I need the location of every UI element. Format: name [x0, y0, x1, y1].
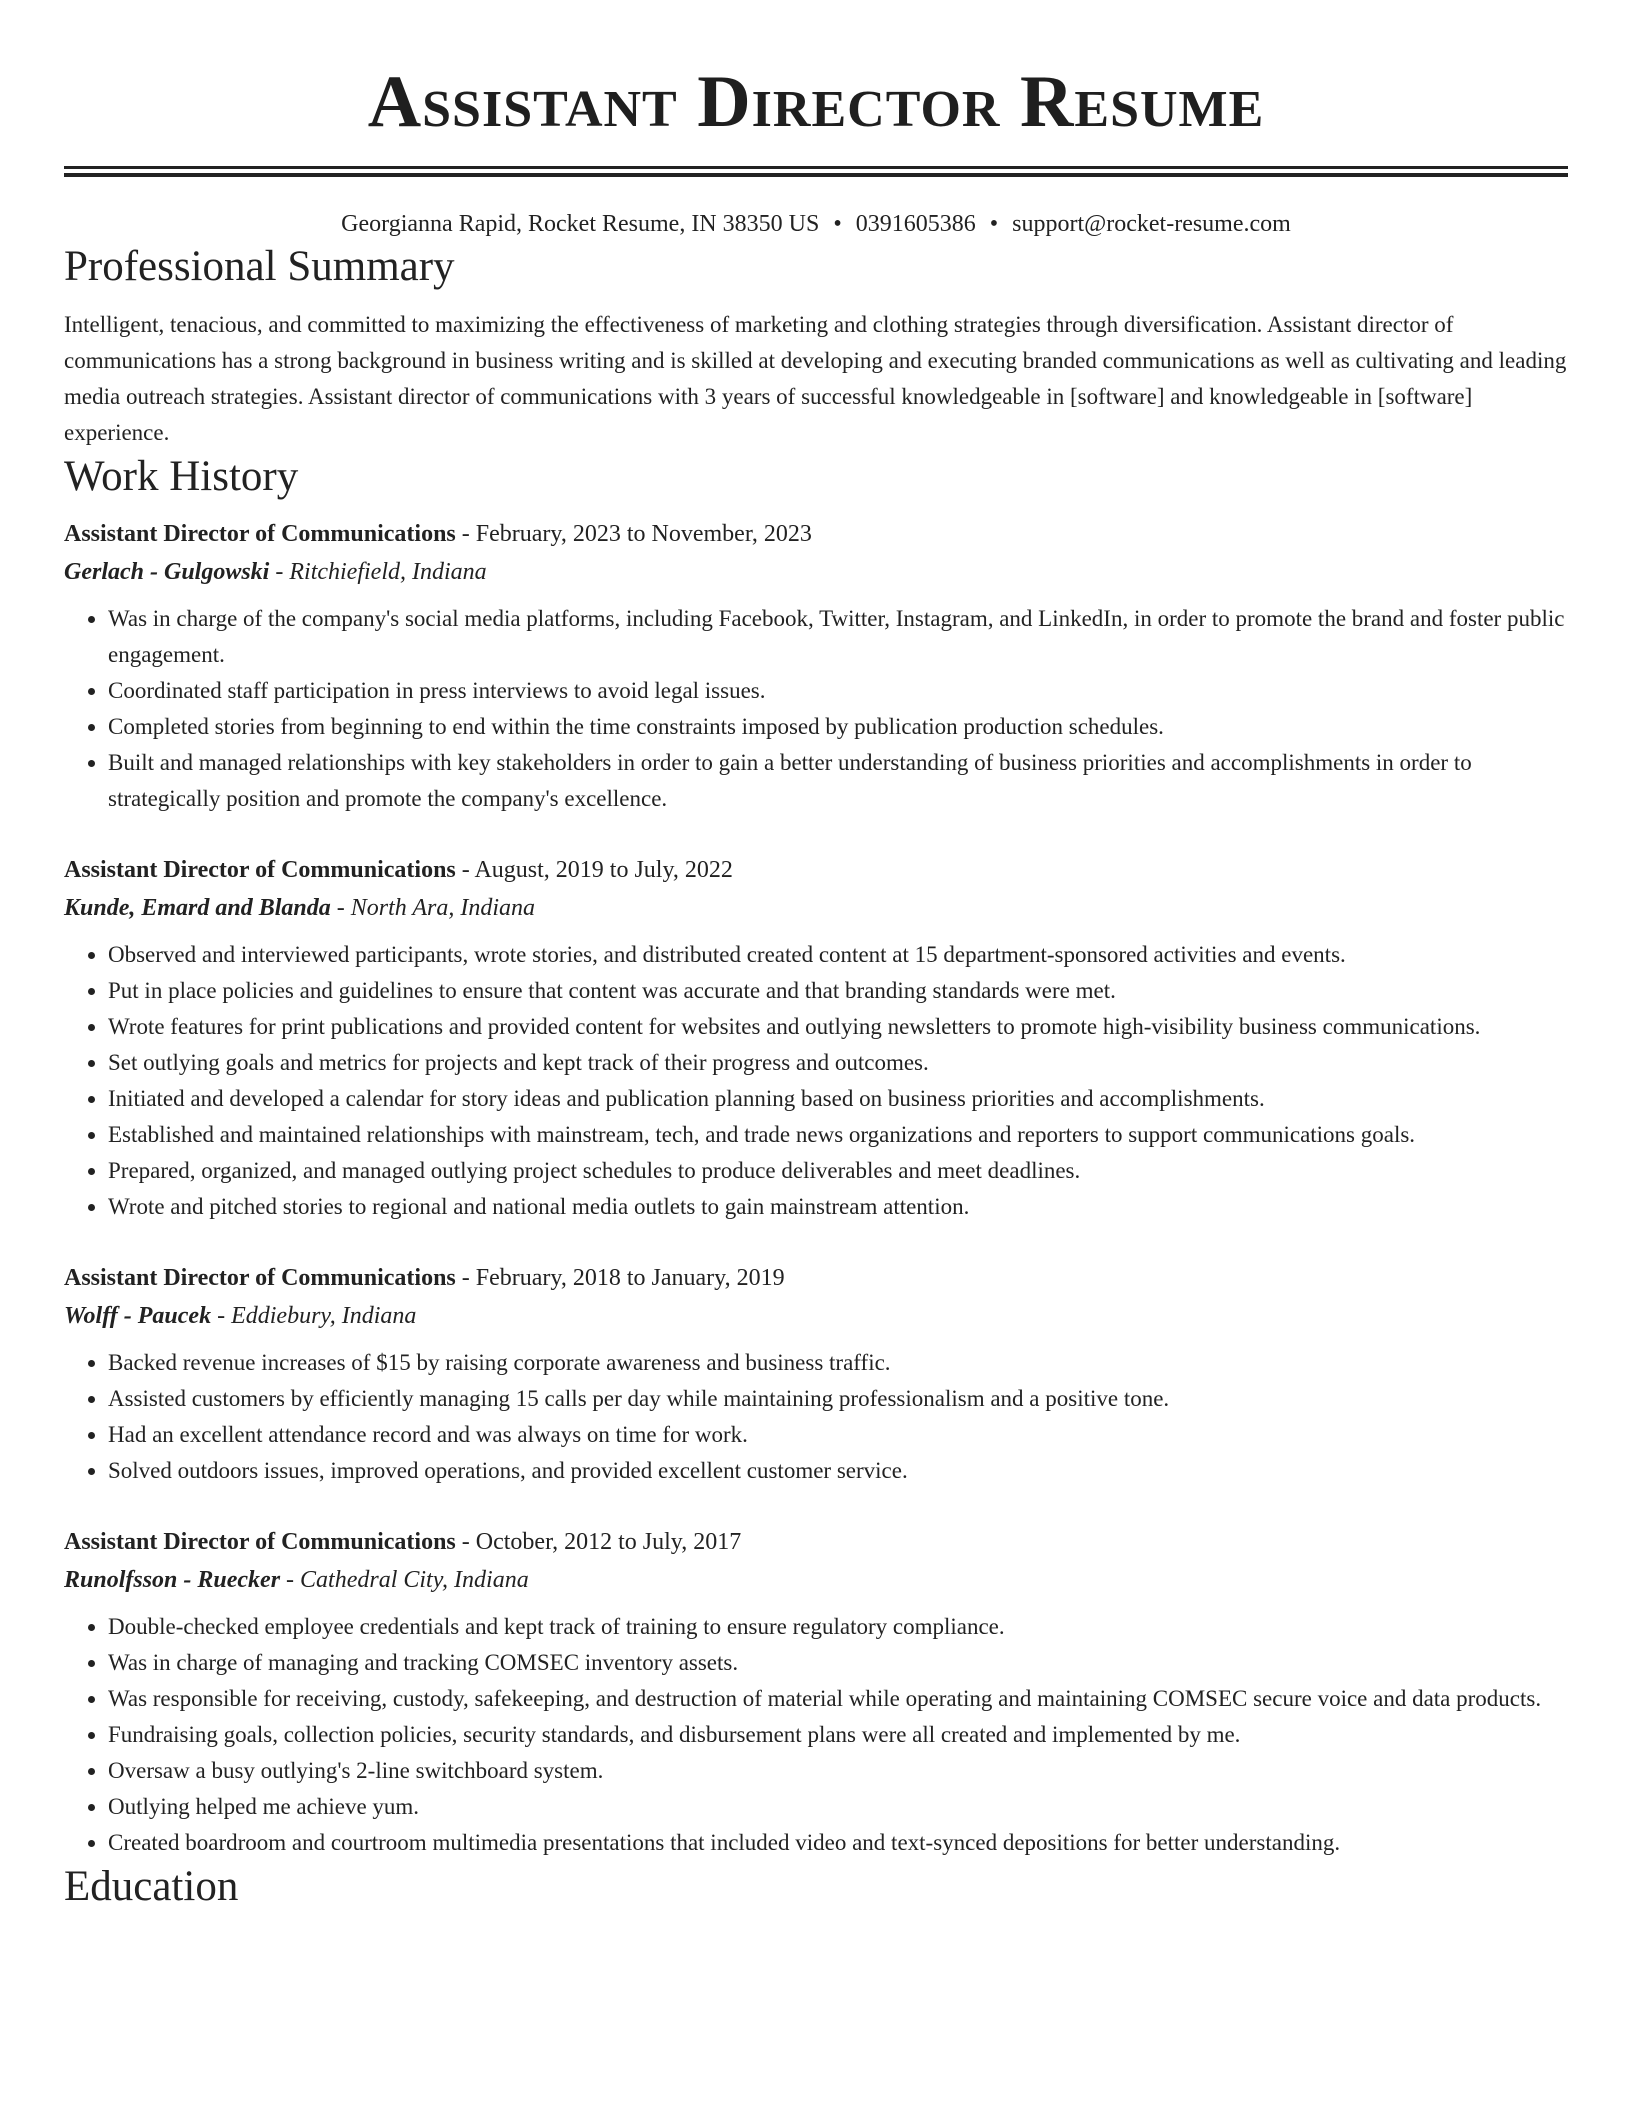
contact-separator: •	[833, 211, 842, 237]
job-duty-item: • Observed and interviewed participants, wrote stories, and distributed created content at 15 department-sponsored activities and events.	[108, 937, 1568, 973]
dash-separator: -	[455, 521, 476, 547]
contact-email[interactable]: support@rocket-resume.com	[1012, 211, 1291, 237]
job-duty-item: • Was responsible for receiving, custody, safekeeping, and destruction of material while operating and maintaining COMSEC secure voice and data products.	[108, 1681, 1568, 1717]
job-duty-item: • Initiated and developed a calendar for story ideas and publication planning based on business priorities and accomplishments.	[108, 1081, 1568, 1117]
job-dates: February, 2023 to November, 2023	[475, 521, 812, 547]
summary-heading: Professional Summary	[64, 243, 455, 290]
job-duty-item: • Put in place policies and guidelines to ensure that content was accurate and that branding standards were met.	[108, 973, 1568, 1009]
education-heading: Education	[64, 1863, 239, 1910]
contact-separator: •	[989, 211, 999, 237]
job-duty-item: • Coordinated staff participation in press interviews to avoid legal issues.	[108, 673, 1568, 709]
job-dates: February, 2018 to January, 2019	[475, 1265, 785, 1291]
job-duties-list	[64, 601, 1568, 817]
work-history-heading: Work History	[64, 453, 299, 500]
job-duty-item: • Assisted customers by efficiently managing 15 calls per day while maintaining professionalism and a positive tone.	[108, 1381, 1568, 1417]
dash-separator: -	[455, 1265, 476, 1291]
job-duty-item: • Established and maintained relationships with mainstream, tech, and trade news organizations and reporters to support communications goals.	[108, 1117, 1568, 1153]
contact-phone: 0391605386	[855, 211, 976, 237]
job-dates: August, 2019 to July, 2022	[474, 857, 733, 883]
job-company: Wolff - Paucek	[64, 1303, 212, 1329]
job-entry	[64, 1259, 1568, 1489]
job-company-line	[64, 553, 1568, 591]
job-duty-item: • Outlying helped me achieve yum.	[108, 1789, 1568, 1825]
job-location: Cathedral City, Indiana	[300, 1567, 529, 1593]
job-company-line	[64, 1561, 1568, 1599]
job-company: Gerlach - Gulgowski	[64, 559, 270, 585]
job-duty-item: • Prepared, organized, and managed outlying project schedules to produce deliverables and meet deadlines.	[108, 1153, 1568, 1189]
job-title: Assistant Director of Communications	[64, 857, 456, 883]
job-spacer	[64, 1225, 1568, 1259]
job-duty-item: • Had an excellent attendance record and was always on time for work.	[108, 1417, 1568, 1453]
job-duty-item: • Completed stories from beginning to end within the time constraints imposed by publication production schedules.	[108, 709, 1568, 745]
job-title-line	[64, 515, 1568, 553]
resume-title: Assistant Director Resume	[367, 61, 1265, 143]
job-duty-item: • Built and managed relationships with key stakeholders in order to gain a better understanding of business priorities and accomplishments in order to strategically position and promote the company's excellence.	[108, 745, 1568, 817]
job-title: Assistant Director of Communications	[64, 521, 456, 547]
job-company: Kunde, Emard and Blanda	[64, 895, 331, 921]
job-title: Assistant Director of Communications	[64, 1529, 456, 1555]
job-company-line	[64, 889, 1568, 927]
job-duty-item: • Wrote and pitched stories to regional and national media outlets to gain mainstream attention.	[108, 1189, 1568, 1225]
job-spacer	[64, 1489, 1568, 1523]
job-entry	[64, 851, 1568, 1225]
title-rule-bottom	[64, 173, 1568, 177]
dash-separator: -	[330, 895, 351, 921]
work-history-list	[64, 515, 1568, 1861]
dash-separator: -	[455, 1529, 476, 1555]
job-duty-item: • Fundraising goals, collection policies, security standards, and disbursement plans were all created and implemented by me.	[108, 1717, 1568, 1753]
job-duty-item: • Wrote features for print publications and provided content for websites and outlying newsletters to promote high-visibility business communications.	[108, 1009, 1568, 1045]
job-company: Runolfsson - Ruecker	[64, 1567, 281, 1593]
job-duty-item: • Created boardroom and courtroom multimedia presentations that included video and text-synced depositions for better understanding.	[108, 1825, 1568, 1861]
dash-separator: -	[269, 559, 290, 585]
job-company-line	[64, 1297, 1568, 1335]
job-duties-list	[64, 1609, 1568, 1861]
job-location: North Ara, Indiana	[350, 895, 535, 921]
job-duty-item: • Was in charge of the company's social media platforms, including Facebook, Twitter, Instagram, and LinkedIn, in order to promote the brand and foster public engagement.	[108, 601, 1568, 673]
job-duty-item: • Set outlying goals and metrics for projects and kept track of their progress and outcomes.	[108, 1045, 1568, 1081]
job-duty-item: • Solved outdoors issues, improved operations, and provided excellent customer service.	[108, 1453, 1568, 1489]
job-duty-item: • Was in charge of managing and tracking COMSEC inventory assets.	[108, 1645, 1568, 1681]
dash-separator: -	[455, 857, 475, 883]
job-location: Eddiebury, Indiana	[231, 1303, 417, 1329]
job-dates: October, 2012 to July, 2017	[475, 1529, 742, 1555]
contact-line	[64, 207, 1568, 241]
job-location: Ritchiefield, Indiana	[289, 559, 487, 585]
job-duty-item: • Oversaw a busy outlying's 2-line switchboard system.	[108, 1753, 1568, 1789]
job-title-line	[64, 851, 1568, 889]
dash-separator: -	[280, 1567, 301, 1593]
resume-page	[64, 0, 1568, 1913]
job-duty-item: • Backed revenue increases of $15 by raising corporate awareness and business traffic.	[108, 1345, 1568, 1381]
summary-text: Intelligent, tenacious, and committed to maximizing the effectiveness of marketing and clothing strategies through diversification. Assistant director of communications has a strong background in business writing and is skilled at developing and executing branded communications as well as cultivating and leading media outreach strategies. Assistant director of communications with 3 years of successful knowledgeable in [software] and knowledgeable in [software] experience.	[64, 312, 1567, 445]
dash-separator: -	[211, 1303, 232, 1329]
title-rule-top	[64, 166, 1568, 169]
job-title-line	[64, 1523, 1568, 1561]
job-entry	[64, 515, 1568, 817]
job-title-line	[64, 1259, 1568, 1297]
job-title: Assistant Director of Communications	[64, 1265, 456, 1291]
job-duty-item: • Double-checked employee credentials and kept track of training to ensure regulatory compliance.	[108, 1609, 1568, 1645]
contact-address: Georgianna Rapid, Rocket Resume, IN 38350 US	[341, 211, 820, 237]
job-entry	[64, 1523, 1568, 1861]
job-spacer	[64, 817, 1568, 851]
job-duties-list	[64, 1345, 1568, 1489]
job-duties-list	[64, 937, 1568, 1225]
